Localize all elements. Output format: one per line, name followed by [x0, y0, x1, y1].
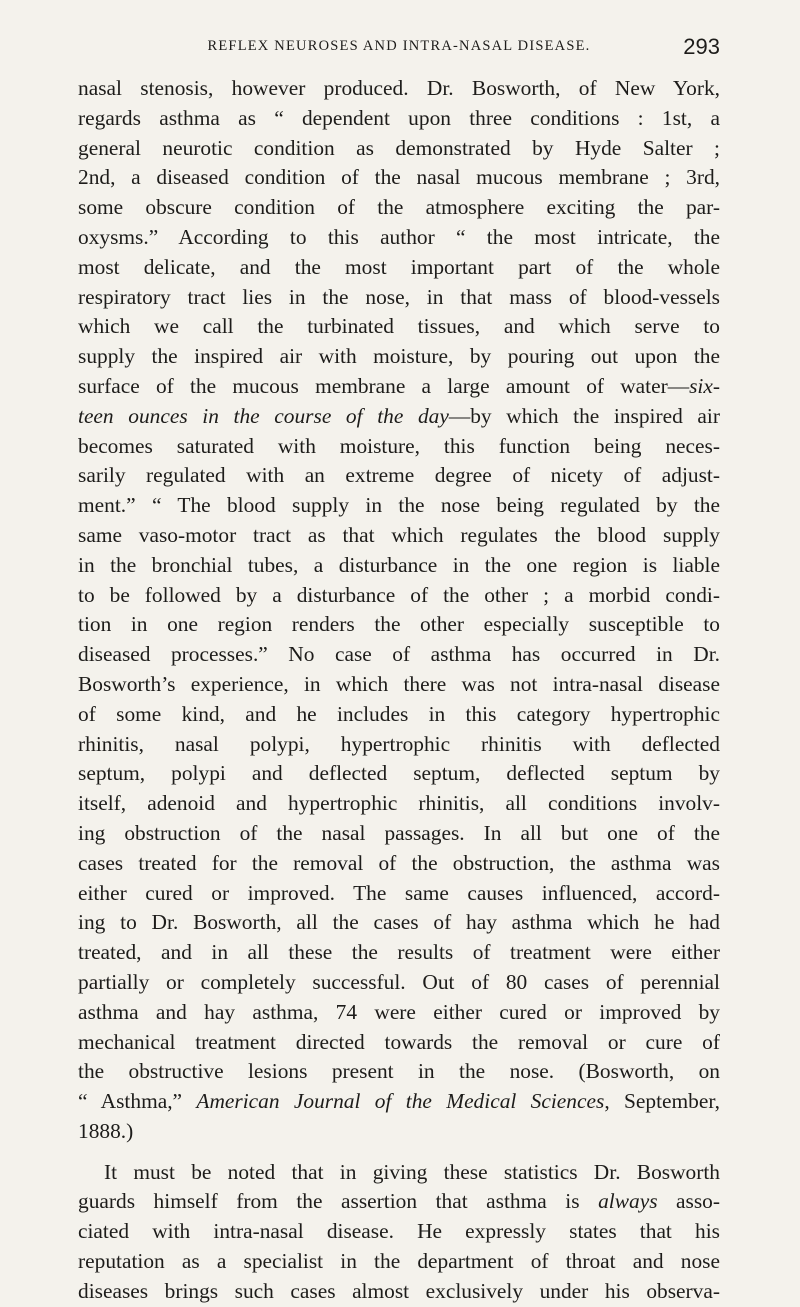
text-line: becomes saturated with moisture, this function being neces- [78, 433, 720, 458]
paragraph [78, 74, 720, 1147]
text-line: “ Asthma,” American Journal of the Medical Sciences, September, [78, 1089, 720, 1114]
body-text [78, 74, 720, 1307]
text-line: teen ounces in the course of the day—by which the inspired air [78, 403, 720, 428]
text-line: asthma and hay asthma, 74 were either cured or improved by [78, 999, 720, 1024]
text-line: Bosworth’s experience, in which there was not intra-nasal disease [78, 671, 720, 696]
text-line: cases treated for the removal of the obstruction, the asthma was [78, 850, 720, 875]
text-line: 1888.) [78, 1118, 134, 1143]
text-line: general neurotic condition as demonstrated by Hyde Salter ; [78, 135, 720, 160]
page-number: 293 [683, 34, 720, 59]
text-line: rhinitis, nasal polypi, hypertrophic rhinitis with deflected [78, 731, 720, 756]
text-line: regards asthma as “ dependent upon three conditions : 1st, a [78, 105, 720, 130]
text-line: partially or completely successful. Out of 80 cases of perennial [78, 969, 720, 994]
text-line: either cured or improved. The same causes influenced, accord- [78, 880, 720, 905]
text-line: same vaso-motor tract as that which regulates the blood supply [78, 522, 720, 547]
text-line: supply the inspired air with moisture, by pouring out upon the [78, 344, 720, 369]
running-head-title: REFLEX NEUROSES AND INTRA-NASAL DISEASE. [207, 38, 591, 54]
text-line: of some kind, and he includes in this category hypertrophic [78, 701, 720, 726]
text-line: sarily regulated with an extreme degree of nicety of adjust- [78, 463, 720, 488]
text-line: diseased processes.” No case of asthma has occurred in Dr. [78, 642, 720, 667]
text-line: guards himself from the assertion that asthma is always asso- [78, 1189, 721, 1214]
text-line: nasal stenosis, however produced. Dr. Bosworth, of New York, [78, 76, 720, 100]
paragraph [78, 1158, 720, 1307]
text-line: mechanical treatment directed towards the removal or cure of [78, 1029, 720, 1054]
text-line: oxysms.” According to this author “ the most intricate, the [78, 224, 720, 249]
text-line: some obscure condition of the atmosphere exciting the par- [78, 195, 720, 220]
text-line: reputation as a specialist in the department of throat and nose [78, 1249, 720, 1274]
text-line: the obstructive lesions present in the nose. (Bosworth, on [78, 1059, 720, 1084]
text-line: to be followed by a disturbance of the other ; a morbid condi- [78, 582, 720, 607]
text-line: It must be noted that in giving these statistics Dr. Bosworth [104, 1159, 720, 1184]
text-line: ment.” “ The blood supply in the nose being regulated by the [78, 493, 720, 518]
text-line: surface of the mucous membrane a large amount of water—six- [78, 373, 720, 398]
text-line: ing obstruction of the nasal passages. In all but one of the [78, 820, 720, 845]
text-line: diseases brings such cases almost exclusively under his observa- [78, 1278, 720, 1303]
text-line: tion in one region renders the other especially susceptible to [78, 612, 720, 637]
running-head [78, 34, 720, 60]
text-line: 2nd, a diseased condition of the nasal mucous membrane ; 3rd, [78, 165, 720, 190]
text-line: treated, and in all these the results of treatment were either [78, 940, 720, 965]
text-line: respiratory tract lies in the nose, in that mass of blood-vessels [78, 284, 720, 309]
text-line: in the bronchial tubes, a disturbance in the one region is liable [78, 552, 720, 577]
text-line: ing to Dr. Bosworth, all the cases of hay asthma which he had [78, 910, 720, 935]
text-line: which we call the turbinated tissues, and which serve to [78, 314, 720, 339]
text-line: ciated with intra-nasal disease. He expressly states that his [78, 1219, 720, 1244]
text-line: septum, polypi and deflected septum, deflected septum by [78, 761, 720, 786]
text-line: most delicate, and the most important part of the whole [78, 254, 720, 279]
text-line: itself, adenoid and hypertrophic rhinitis, all conditions involv- [78, 791, 720, 816]
